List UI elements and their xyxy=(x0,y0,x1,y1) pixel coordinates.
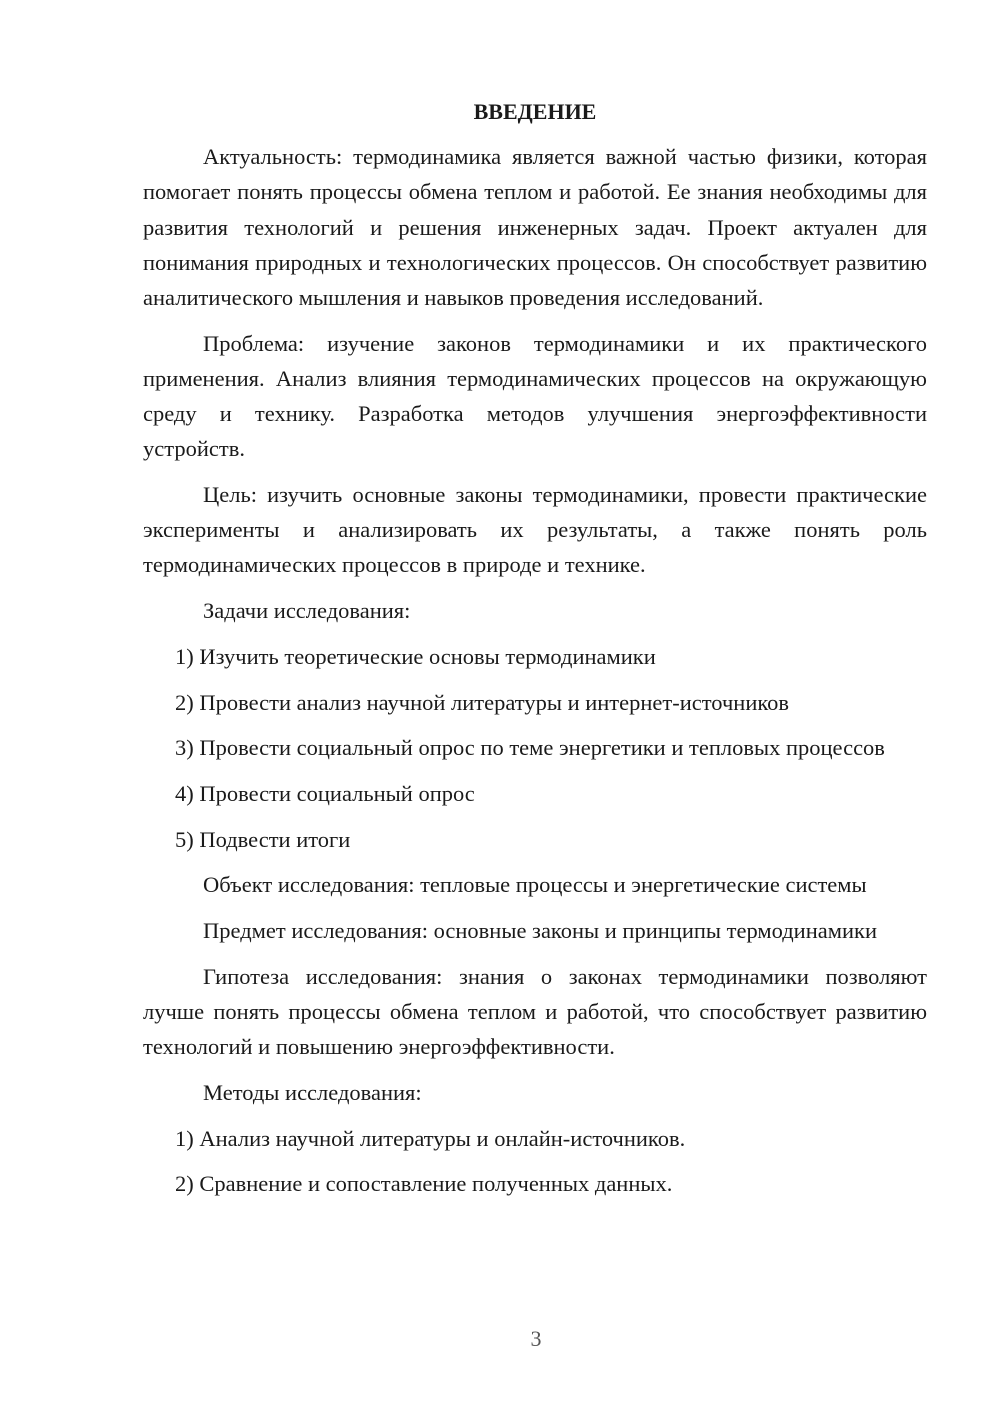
method-item-1: 1) Анализ научной литературы и онлайн-источников. xyxy=(175,1125,686,1151)
methods-heading: Методы исследования: xyxy=(203,1079,422,1105)
hypothesis-paragraph: Гипотеза исследования: знания о законах термодинамики позволяют лучше понять процессы обмена теплом и работой, что способствует развитию технологий и повышению энергоэффективности. xyxy=(143,963,927,1060)
page-title: ВВЕДЕНИЕ xyxy=(473,99,597,124)
object-paragraph: Объект исследования: тепловые процессы и энергетические системы xyxy=(203,872,867,898)
task-item-4: 4) Провести социальный опрос xyxy=(175,780,475,806)
problem-paragraph: Проблема: изучение законов термодинамики и их практического применения. Анализ влияния термодинамических процессов на окружающую среду и технику. Разработка методов улучшения энергоэффективности устройств. xyxy=(143,330,927,462)
goal-paragraph: Цель: изучить основные законы термодинамики, провести практические эксперименты и анализировать их результаты, а также понять роль термодинамических процессов в природе и технике. xyxy=(143,482,927,578)
task-item-5: 5) Подвести итоги xyxy=(175,826,351,852)
relevance-paragraph: Актуальность: термодинамика является важной частью физики, которая помогает понять процессы обмена теплом и работой. Ее знания необходимы для развития технологий и решения инженерных задач. Проект актуален для понимания природных и технологических процессов. Он способствует развитию аналитического мышления и навыков проведения исследований. xyxy=(143,144,927,311)
task-item-3: 3) Провести социальный опрос по теме энергетики и тепловых процессов xyxy=(175,735,885,761)
method-item-2: 2) Сравнение и сопоставление полученных данных. xyxy=(175,1171,673,1197)
subject-paragraph: Предмет исследования: основные законы и принципы термодинамики xyxy=(203,918,877,944)
page-number: 3 xyxy=(530,1326,542,1351)
task-item-1: 1) Изучить теоретические основы термодинамики xyxy=(175,643,656,669)
tasks-heading: Задачи исследования: xyxy=(203,598,411,624)
document-body xyxy=(143,94,927,1212)
task-item-2: 2) Провести анализ научной литературы и интернет-источников xyxy=(175,689,790,715)
